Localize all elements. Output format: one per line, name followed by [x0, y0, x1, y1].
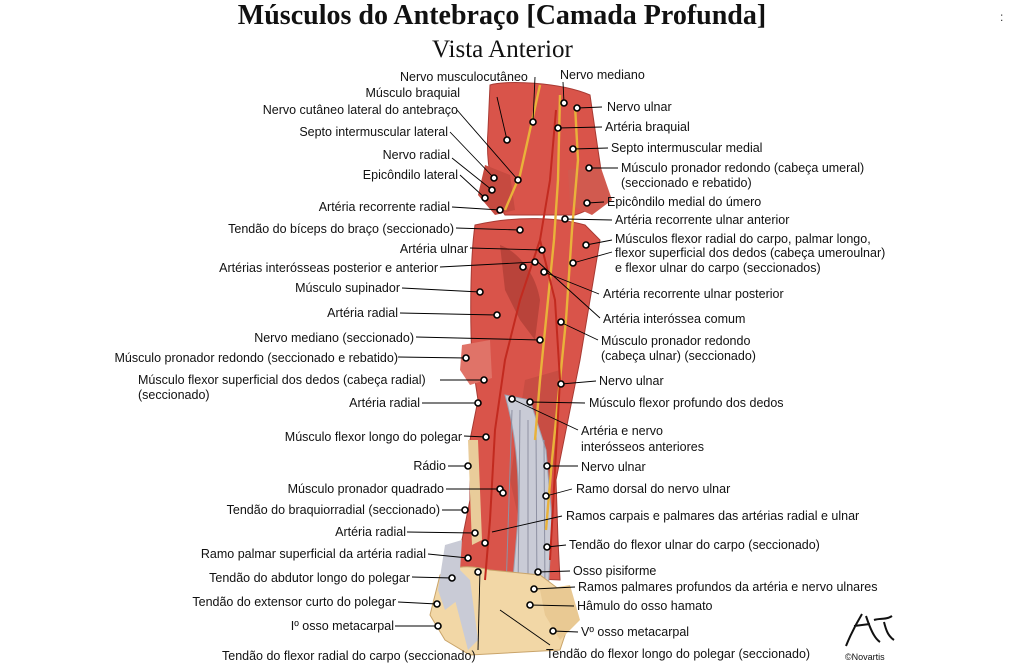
label-ramo-dorsal: Ramo dorsal do nervo ulnar: [576, 482, 731, 496]
label-tendao-braquiorradial: Tendão do braquiorradial (seccionado): [226, 503, 440, 517]
label-tendao-flexor-radial: Tendão do flexor radial do carpo (seccionado): [222, 649, 476, 663]
label-ramos-palmares-profundos: Ramos palmares profundos da artéria e nervo ulnares: [578, 580, 878, 594]
label-radio: Rádio: [413, 459, 446, 473]
label-epicondilo-lateral: Epicôndilo lateral: [362, 168, 458, 182]
label-tendao-extensor-curto: Tendão do extensor curto do polegar: [192, 595, 396, 609]
label-musculo-supinador: Músculo supinador: [295, 281, 400, 295]
label-arteria-nervo-interosseos-cont: interósseos anteriores: [581, 440, 704, 454]
label-septo-medial: Septo intermuscular medial: [611, 141, 763, 155]
label-nervo-ulnar-2: Nervo ulnar: [599, 374, 664, 388]
label-arteria-nervo-interosseos: Artéria e nervo: [581, 424, 663, 438]
label-arteria-radial-1: Artéria radial: [327, 306, 398, 320]
label-pronador-redondo-umeral: Músculo pronador redondo (cabeça umeral): [621, 161, 865, 175]
page-subtitle: Vista Anterior: [432, 36, 573, 63]
label-arteria-ulnar: Artéria ulnar: [399, 242, 468, 256]
label-nervo-musculocutaneo: Nervo musculocutâneo: [400, 70, 528, 84]
label-arteria-braquial: Artéria braquial: [605, 120, 690, 134]
label-osso-pisiforme: Osso pisiforme: [573, 564, 657, 578]
page-title: Músculos do Antebraço [Camada Profunda]: [237, 0, 767, 31]
label-nervo-radial: Nervo radial: [382, 148, 450, 162]
label-flexores-line3: e flexor ulnar do carpo (seccionados): [615, 261, 821, 275]
label-nervo-ulnar-1: Nervo ulnar: [607, 100, 672, 114]
label-hamulo: Hâmulo do osso hamato: [577, 599, 713, 613]
edge-mark: :: [1000, 10, 1004, 24]
label-tendao-biceps: Tendão do bíceps do braço (seccionado): [228, 222, 454, 236]
label-quinto-metacarpal: Vº osso metacarpal: [581, 625, 690, 639]
label-flexor-superficial-radial-cont: (seccionado): [138, 388, 210, 402]
label-arteria-radial-3: Artéria radial: [335, 525, 406, 539]
label-flexor-profundo: Músculo flexor profundo dos dedos: [589, 396, 784, 410]
label-musculo-braquial: Músculo braquial: [365, 86, 460, 100]
label-primeiro-metacarpal: Iº osso metacarpal: [290, 619, 394, 633]
label-flexores-line2: flexor superficial dos dedos (cabeça umeroulnar): [615, 246, 886, 260]
label-arteria-recorrente-radial: Artéria recorrente radial: [318, 200, 450, 214]
label-ramo-palmar-superficial: Ramo palmar superficial da artéria radial: [200, 547, 426, 561]
label-arterias-interosseas: Artérias interósseas posterior e anterior: [219, 261, 438, 275]
label-pronador-redondo-secc: Músculo pronador redondo (seccionado e rebatido): [114, 351, 398, 365]
label-arteria-radial-2: Artéria radial: [349, 396, 420, 410]
label-epicondilo-medial: Epicôndilo medial do úmero: [607, 195, 762, 209]
label-nervo-ulnar-3: Nervo ulnar: [581, 460, 646, 474]
label-nervo-mediano: Nervo mediano: [560, 68, 645, 82]
label-arteria-interossea-comum: Artéria interóssea comum: [603, 312, 746, 326]
label-tendao-flexor-ulnar: Tendão do flexor ulnar do carpo (seccionado): [569, 538, 820, 552]
label-flexor-longo-polegar: Músculo flexor longo do polegar: [284, 430, 462, 444]
copyright: ©Novartis: [845, 652, 885, 662]
label-pronador-redondo-ulnar-cont: (cabeça ulnar) (seccionado): [601, 349, 756, 363]
label-nervo-mediano-secc: Nervo mediano (seccionado): [254, 331, 414, 345]
label-flexores-line1: Músculos flexor radial do carpo, palmar longo,: [615, 232, 871, 246]
label-tendao-flexor-longo-polegar: Tendão do flexor longo do polegar (seccionado): [546, 647, 811, 661]
label-arteria-recorrente-ulnar-post: Artéria recorrente ulnar posterior: [603, 287, 784, 301]
label-flexor-superficial-radial: Músculo flexor superficial dos dedos (cabeça radial): [138, 373, 426, 387]
label-pronador-quadrado: Músculo pronador quadrado: [287, 482, 444, 496]
label-septo-lateral: Septo intermuscular lateral: [299, 125, 448, 139]
label-pronador-redondo-ulnar: Músculo pronador redondo: [601, 334, 751, 348]
artist-signature: [840, 606, 900, 650]
label-pronador-redondo-umeral-cont: (seccionado e rebatido): [621, 176, 752, 190]
label-tendao-abdutor-longo: Tendão do abdutor longo do polegar: [209, 571, 410, 585]
label-nervo-cutaneo-lateral: Nervo cutâneo lateral do antebraço: [262, 103, 458, 117]
label-ramos-carpais: Ramos carpais e palmares das artérias radial e ulnar: [566, 509, 860, 523]
label-arteria-recorrente-ulnar-ant: Artéria recorrente ulnar anterior: [615, 213, 790, 227]
